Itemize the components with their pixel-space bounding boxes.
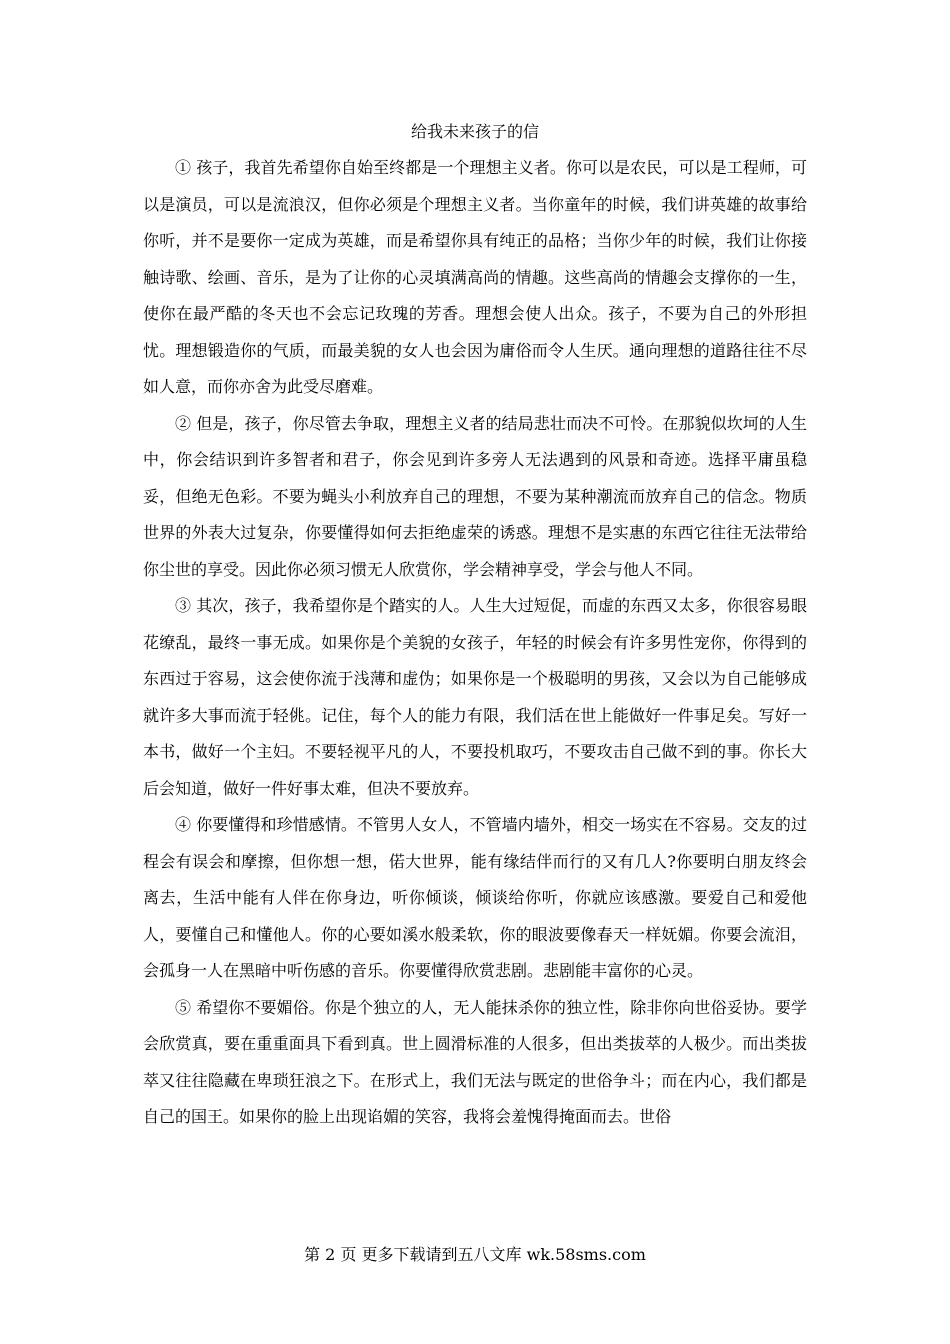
paragraph-1: ① 孩子，我首先希望你自始至终都是一个理想主义者。你可以是农民，可以是工程师，可以是演员，可以是流浪汉，但你必须是个理想主义者。当你童年的时候，我们讲英雄的故事给你听，并不是要你一定成为英雄，而是希望你具有纯正的品格；当你少年的时候，我们让你接触诗歌、绘画、音乐，是为了让你的心灵填满高尚的情趣。这些高尚的情趣会支撑你的一生，使你在最严酷的冬天也不会忘记玫瑰的芳香。理想会使人出众。孩子，不要为自己的外形担忧。理想锻造你的气质，而最美貌的女人也会因为庸俗而令人生厌。通向理想的道路往往不尽如人意，而你亦舍为此受尽磨难。	[143, 158, 807, 396]
paragraph-2: ② 但是，孩子，你尽管去争取，理想主义者的结局悲壮而决不可怜。在那貌似坎坷的人生中，你会结识到许多智者和君子，你会见到许多旁人无法遇到的风景和奇迹。选择平庸虽稳妥，但绝无色彩。不要为蝇头小利放弃自己的理想，不要为某种潮流而放弃自己的信念。物质世界的外表大过复杂，你要懂得如何去拒绝虚荣的诱惑。理想不是实惠的东西它往往无法带给你尘世的享受。因此你必须习惯无人欣赏你，学会精神享受，学会与他人不同。	[143, 413, 807, 579]
paragraph-3: ③ 其次，孩子，我希望你是个踏实的人。人生大过短促，而虚的东西又太多，你很容易眼花缭乱，最终一事无成。如果你是个美貌的女孩子，年轻的时候会有许多男性宠你，你得到的东西过于容易，这会使你流于浅薄和虚伪；如果你是一个极聪明的男孩，又会以为自己能够成就许多大事而流于轻佻。记住，每个人的能力有限，我们活在世上能做好一件事足矣。写好一本书，做好一个主妇。不要轻视平凡的人，不要投机取巧，不要攻击自己做不到的事。你长大后会知道，做好一件好事太难，但决不要放弃。	[143, 596, 807, 798]
paragraph-4: ④ 你要懂得和珍惜感情。不管男人女人，不管墙内墙外，相交一场实在不容易。交友的过程会有误会和摩擦，但你想一想，偌大世界，能有缘结伴而行的又有几人?你要明白朋友终会离去，生活中能有人伴在你身边，听你倾谈，倾谈给你听，你就应该感激。要爱自己和爱他人，要懂自己和懂他人。你的心要如溪水般柔软，你的眼波要像春天一样妩媚。你要会流泪，会孤身一人在黑暗中听伤感的音乐。你要懂得欣赏悲剧。悲剧能丰富你的心灵。	[143, 815, 807, 980]
page-footer: 第 2 页 更多下载请到五八文库 wk.58sms.com	[304, 1245, 646, 1264]
document-title: 给我未来孩子的信	[410, 122, 539, 141]
document-body	[143, 150, 807, 1136]
paragraph-5: ⑤ 希望你不要媚俗。你是个独立的人，无人能抹杀你的独立性，除非你向世俗妥协。要学会欣赏真，要在重重面具下看到真。世上圆滑标准的人很多，但出类拔萃的人极少。而出类拔萃又往往隐藏在卑琐狂浪之下。在形式上，我们无法与既定的世俗争斗；而在内心，我们都是自己的国王。如果你的脸上出现谄媚的笑容，我将会羞愧得掩面而去。世俗	[143, 997, 807, 1126]
